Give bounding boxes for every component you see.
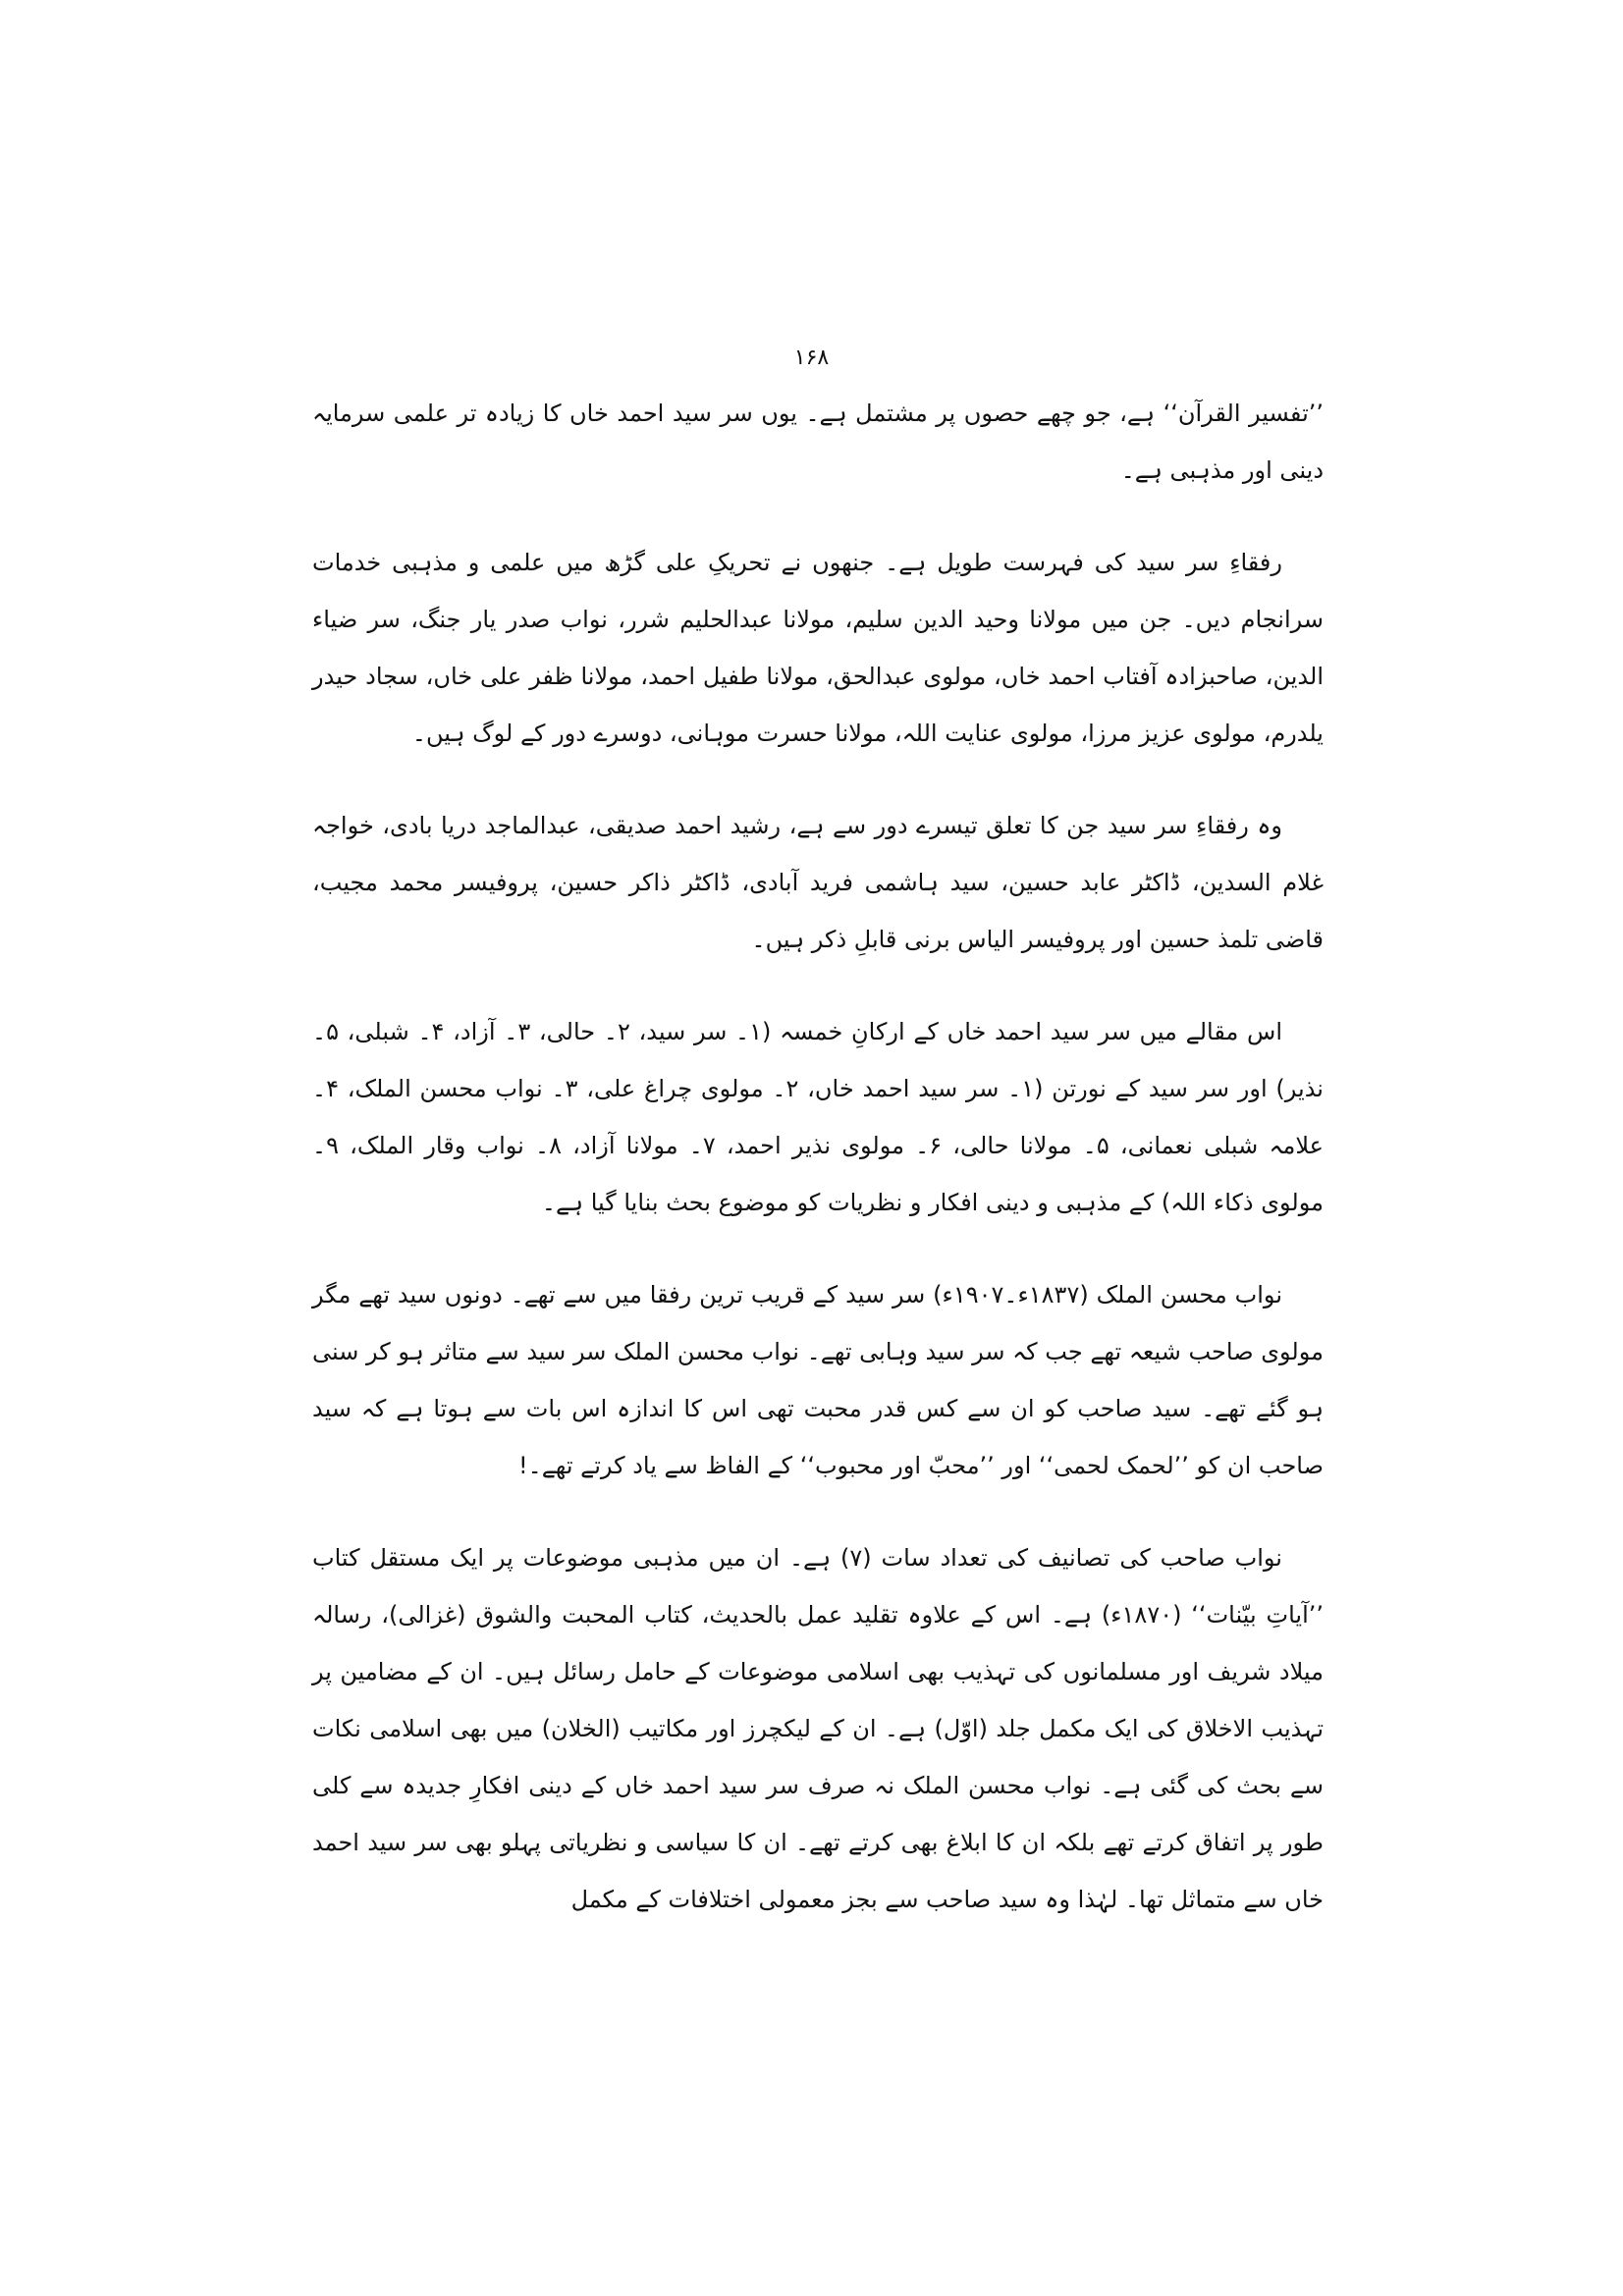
page-number: ۱۶۸ <box>793 346 830 370</box>
paragraph-2: رفقاءِ سر سید کی فہرست طویل ہے۔ جنھوں نے تحریکِ علی گڑھ میں علمی و مذہبی خدمات سرانجام دیں۔ جن میں مولانا وحید الدین سلیم، مولانا عبدالحلیم شرر، نواب صدر یار جنگ، سر ضیاء الدین، صاحبزادہ آفتاب احمد خاں، مولوی عبدالحق، مولانا طفیل احمد، مولانا ظفر علی خاں، سجاد حیدر یلدرم، مولوی عزیز مرزا، مولوی عنایت اللہ، مولانا حسرت موہانی، دوسرے دور کے لوگ ہیں۔ <box>312 549 1324 747</box>
paragraph-6: نواب صاحب کی تصانیف کی تعداد سات (۷) ہے۔ ان میں مذہبی موضوعات پر ایک مستقل کتاب ’’آیاتِ بیّنات‘‘ (۱۸۷۰ء) ہے۔ اس کے علاوہ تقلید عمل بالحدیث، کتاب المحبت والشوق (غزالی)، رسالہ میلاد شریف اور مسلمانوں کی تہذیب بھی اسلامی موضوعات کے حامل رسائل ہیں۔ ان کے مضامین پر تہذیب الاخلاق کی ایک مکمل جلد (اوّل) ہے۔ ان کے لیکچرز اور مکاتیب (الخلان) میں بھی اسلامی نکات سے بحث کی گئی ہے۔ نواب محسن الملک نہ صرف سر سید احمد خاں کے دینی افکارِ جدیدہ سے کلی طور پر اتفاق کرتے تھے بلکہ ان کا ابلاغ بھی کرتے تھے۔ ان کا سیاسی و نظریاتی پہلو بھی سر سید احمد خاں سے متماثل تھا۔ لہٰذا وہ سید صاحب سے بجز معمولی اختلافات کے مکمل <box>312 1544 1324 1913</box>
body-text <box>312 385 1324 1963</box>
paragraph-1: ’’تفسیر القرآن‘‘ ہے، جو چھے حصوں پر مشتمل ہے۔ یوں سر سید احمد خاں کا زیادہ تر علمی سرمایہ دینی اور مذہبی ہے۔ <box>312 400 1324 484</box>
paragraph-4: اس مقالے میں سر سید احمد خاں کے ارکانِ خمسہ (۱۔ سر سید، ۲۔ حالی، ۳۔ آزاد، ۴۔ شبلی، ۵۔ نذیر) اور سر سید کے نورتن (۱۔ سر سید احمد خاں، ۲۔ مولوی چراغ علی، ۳۔ نواب محسن الملک، ۴۔ علامہ شبلی نعمانی، ۵۔ مولانا حالی، ۶۔ مولوی نذیر احمد، ۷۔ مولانا آزاد، ۸۔ نواب وقار الملک، ۹۔ مولوی ذکاء اللہ) کے مذہبی و دینی افکار و نظریات کو موضوع بحث بنایا گیا ہے۔ <box>312 1018 1325 1216</box>
paragraph-5: نواب محسن الملک (۱۸۳۷ء۔۱۹۰۷ء) سر سید کے قریب ترین رفقا میں سے تھے۔ دونوں سید تھے مگر مولوی صاحب شیعہ تھے جب کہ سر سید وہابی تھے۔ نواب محسن الملک سر سید سے متاثر ہو کر سنی ہو گئے تھے۔ سید صاحب کو ان سے کس قدر محبت تھی اس کا اندازہ اس بات سے ہوتا ہے کہ سید صاحب ان کو ’’لحمک لحمی‘‘ اور ’’محبّ اور محبوب‘‘ کے الفاظ سے یاد کرتے تھے۔! <box>312 1281 1324 1479</box>
paragraph-3: وہ رفقاءِ سر سید جن کا تعلق تیسرے دور سے ہے، رشید احمد صدیقی، عبدالماجد دریا بادی، خواجہ غلام السدین، ڈاکٹر عابد حسین، سید ہاشمی فرید آبادی، ڈاکٹر ذاکر حسین، پروفیسر محمد مجیب، قاضی تلمذ حسین اور پروفیسر الیاس برنی قابلِ ذکر ہیں۔ <box>312 812 1324 953</box>
